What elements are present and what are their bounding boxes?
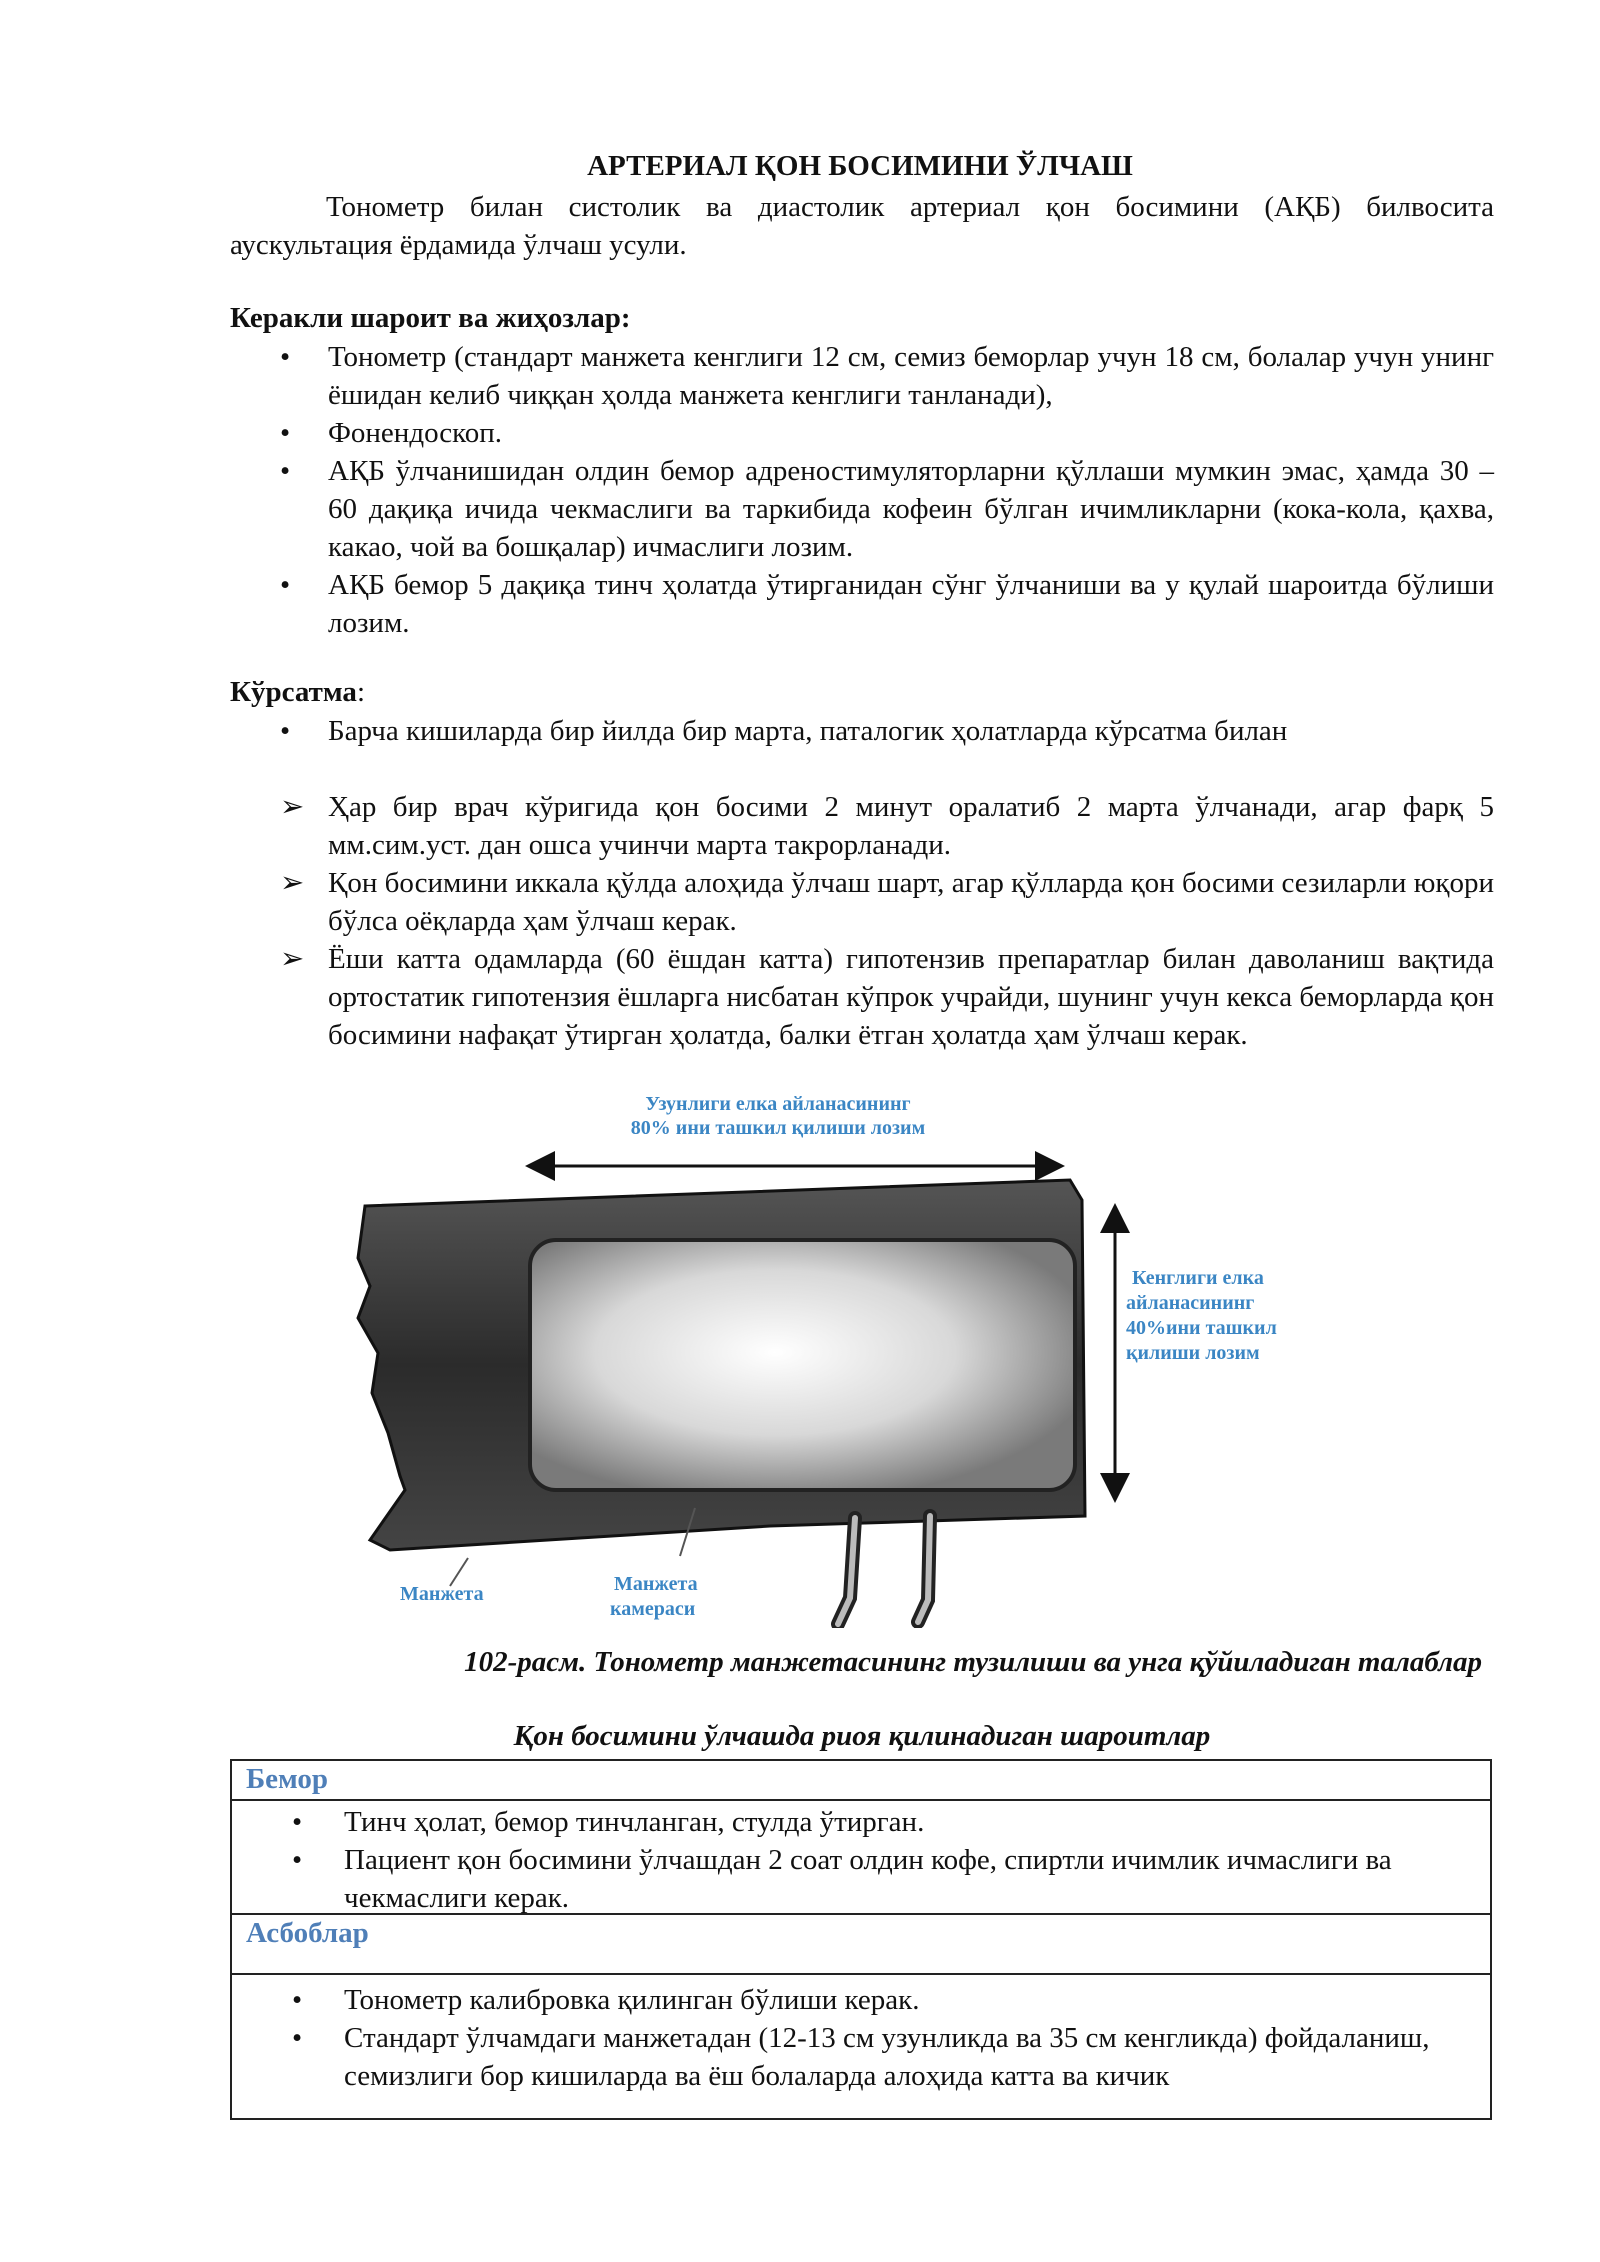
indication-arrow-list [230, 788, 1494, 1054]
length-label-line2: 80% ини ташкил қилиши лозим [630, 1117, 926, 1139]
table-row [232, 1761, 1490, 1799]
bullet-icon: • [292, 2022, 303, 2054]
list-item: • АҚБ бемор 5 дақиқа тинч ҳолатда ўтирганидан сўнг ўлчаниши ва у қулай шароитда бўлиши лозим. [230, 566, 1494, 642]
table-section-heading: Асбоблар [246, 1917, 369, 1949]
chamber-label-line2: камераси [610, 1598, 696, 1620]
list-item: • АҚБ ўлчанишидан олдин бемор адреностимуляторларни қўллаши мумкин эмас, ҳамда 30 – 60 дақиқа ичида чекмаслиги ва таркибида кофеин бўлган ичимликларни (кока-кола, қахва, какао, чой ва бошқалар) ичмаслиги лозим. [230, 452, 1494, 566]
width-label-line3: 40%ини ташкил [1126, 1317, 1277, 1339]
list-item: • Пациент қон босимини ўлчашдан 2 соат олдин кофе, спиртли ичимлик ичмаслиги ва чекмаслиги керак. [232, 1841, 1490, 1917]
arrow-bullet-icon: ➢ [280, 943, 305, 975]
arrow-bullet-icon: ➢ [280, 791, 305, 823]
bullet-icon: • [280, 715, 291, 747]
table-row [232, 1973, 1490, 2118]
length-label-line1: Узунлиги елка айланасининг [645, 1093, 911, 1115]
list-item: ➢ Ёши катта одамларда (60 ёшдан катта) гипотензив препаратлар билан даволаниш вақтида ортостатик гипотензия ёшларга нисбатан кўпрок учрайди, шунинг учун кекса беморларда қон босимини нафақат ўтирган ҳолатда, балки ётган ҳолатда ҳам ўлчаш керак. [230, 940, 1494, 1054]
table-section-list [232, 1981, 1490, 2095]
width-label-line4: қилиши лозим [1126, 1342, 1260, 1364]
cuff-label: Манжета [400, 1583, 484, 1605]
cuff-figure [350, 1088, 1330, 1628]
list-item: • Фонендоскоп. [230, 414, 1494, 452]
bullet-icon: • [280, 341, 291, 373]
list-item: ➢ Қон босимини иккала қўлда алоҳида ўлчаш шарт, агар қўлларда қон босими сезиларли юқори бўлса оёқларда ҳам ўлчаш керак. [230, 864, 1494, 940]
bullet-icon: • [292, 1984, 303, 2016]
list-item: ➢ Ҳар бир врач кўригида қон босими 2 минут оралатиб 2 марта ўлчанади, агар фарқ 5 мм.сим.уст. дан ошса учинчи марта такрорланади. [230, 788, 1494, 864]
bullet-icon: • [280, 569, 291, 601]
table-row [232, 1913, 1490, 1973]
list-item: • Тинч ҳолат, бемор тинчланган, стулда ўтирган. [232, 1803, 1490, 1841]
bullet-icon: • [280, 455, 291, 487]
bullet-icon: • [292, 1844, 303, 1876]
table-row [232, 1799, 1490, 1913]
cuff-illustration [350, 1088, 1330, 1628]
figure-caption: 102-расм. Тонометр манжетасининг тузилиши ва унга қўйиладиган талаблар [464, 1646, 1482, 1678]
conditions-table [230, 1759, 1492, 2120]
bullet-icon: • [280, 417, 291, 449]
width-label-line2: айланасининг [1126, 1292, 1255, 1314]
intro-paragraph: Тонометр билан систолик ва диастолик артериал қон босимини (АҚБ) билвосита аускультация ёрдамида ўлчаш усули. [230, 191, 1494, 261]
bullet-icon: • [292, 1806, 303, 1838]
equipment-list [230, 338, 1494, 642]
table-section-list [232, 1803, 1490, 1917]
chamber-shape [530, 1240, 1075, 1490]
table-title: Қон босимини ўлчашда риоя қилинадиган шароитлар [513, 1720, 1211, 1752]
list-item: • Стандарт ўлчамдаги манжетадан (12-13 см узунликда ва 35 см кенгликда) фойдаланиш, семизлиги бор кишиларда ва ёш болаларда алоҳида катта ва кичик [232, 2019, 1490, 2095]
indication-bullet-list [230, 712, 1494, 750]
width-label-line1: Кенглиги елка [1132, 1267, 1264, 1289]
list-item: • Барча кишиларда бир йилда бир марта, паталогик ҳолатларда кўрсатма билан [230, 712, 1494, 750]
list-item: • Тонометр (стандарт манжета кенглиги 12 см, семиз беморлар учун 18 см, болалар учун унинг ёшидан келиб чиққан ҳолда манжета кенглиги танланади), [230, 338, 1494, 414]
arrow-bullet-icon: ➢ [280, 867, 305, 899]
equipment-heading: Керакли шароит ва жиҳозлар: [230, 302, 631, 334]
page-title: АРТЕРИАЛ ҚОН БОСИМИНИ ЎЛЧАШ [587, 150, 1133, 182]
indication-heading: Кўрсатма: [230, 676, 365, 708]
list-item: • Тонометр калибровка қилинган бўлиши керак. [232, 1981, 1490, 2019]
table-section-heading: Бемор [246, 1763, 329, 1795]
chamber-label-line1: Манжета [614, 1573, 698, 1595]
